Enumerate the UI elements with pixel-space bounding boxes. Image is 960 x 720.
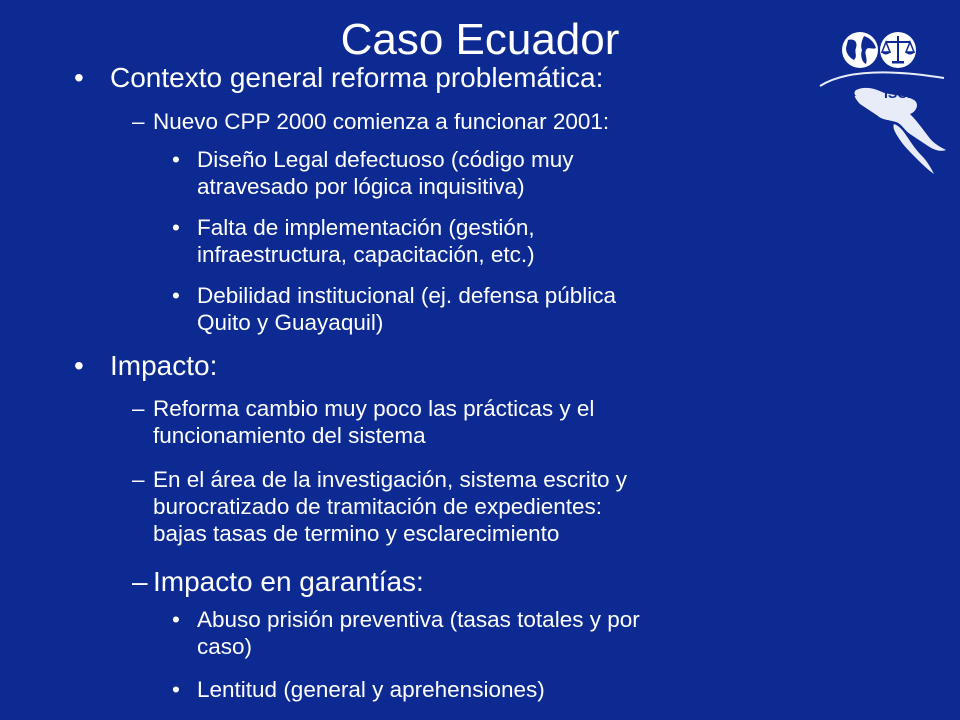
logo-text-right: ISCA <box>884 85 918 101</box>
bullet-text-level-2: burocratizado de tramitación de expedientes: <box>153 494 603 519</box>
bullet-text-level-3: Debilidad institucional (ej. defensa pública <box>197 283 617 308</box>
bullet-text-level-3: Falta de implementación (gestión, <box>197 215 535 240</box>
bullet-text-level-2: bajas tasas de termino y esclarecimiento <box>153 521 560 546</box>
bullet-text-level-3: Lentitud (general y aprehensiones) <box>197 677 545 702</box>
bullet-text-level-3: caso) <box>197 634 253 659</box>
bullet-text-level-2: Nuevo CPP 2000 comienza a funcionar 2001: <box>153 109 610 134</box>
bullet-marker: • <box>172 147 180 172</box>
dash-marker: – <box>132 566 148 597</box>
bullet-marker: • <box>172 215 180 240</box>
logo-text-left: CEJA <box>824 87 859 99</box>
bullet-text-level-2: funcionamiento del sistema <box>153 423 426 448</box>
bullet-marker: • <box>74 350 84 381</box>
bullet-marker: • <box>172 607 180 632</box>
bullet-text-level-2: Reforma cambio muy poco las prácticas y el <box>153 396 595 421</box>
slide-title: Caso Ecuador <box>340 15 620 64</box>
bullet-marker: • <box>172 677 180 702</box>
bullet-text-level-2: Impacto en garantías: <box>153 566 424 597</box>
bullet-text-level-3: infraestructura, capacitación, etc.) <box>197 242 535 267</box>
bullet-marker: • <box>172 283 180 308</box>
bullet-text-level-1: Impacto: <box>110 350 218 381</box>
globe-scales-icon <box>812 28 952 188</box>
bullet-text-level-3: Diseño Legal defectuoso (código muy <box>197 147 574 172</box>
bullet-marker: • <box>74 62 84 93</box>
bullet-text-level-3: Quito y Guayaquil) <box>197 310 384 335</box>
dash-marker: – <box>132 467 145 492</box>
dash-marker: – <box>132 109 145 134</box>
dash-marker: – <box>132 396 145 421</box>
bullet-text-level-1: Contexto general reforma problemática: <box>110 62 604 93</box>
bullet-text-level-3: atravesado por lógica inquisitiva) <box>197 174 525 199</box>
bullet-text-level-3: Abuso prisión preventiva (tasas totales y por <box>197 607 640 632</box>
bullet-text-level-2: En el área de la investigación, sistema escrito y <box>153 467 627 492</box>
